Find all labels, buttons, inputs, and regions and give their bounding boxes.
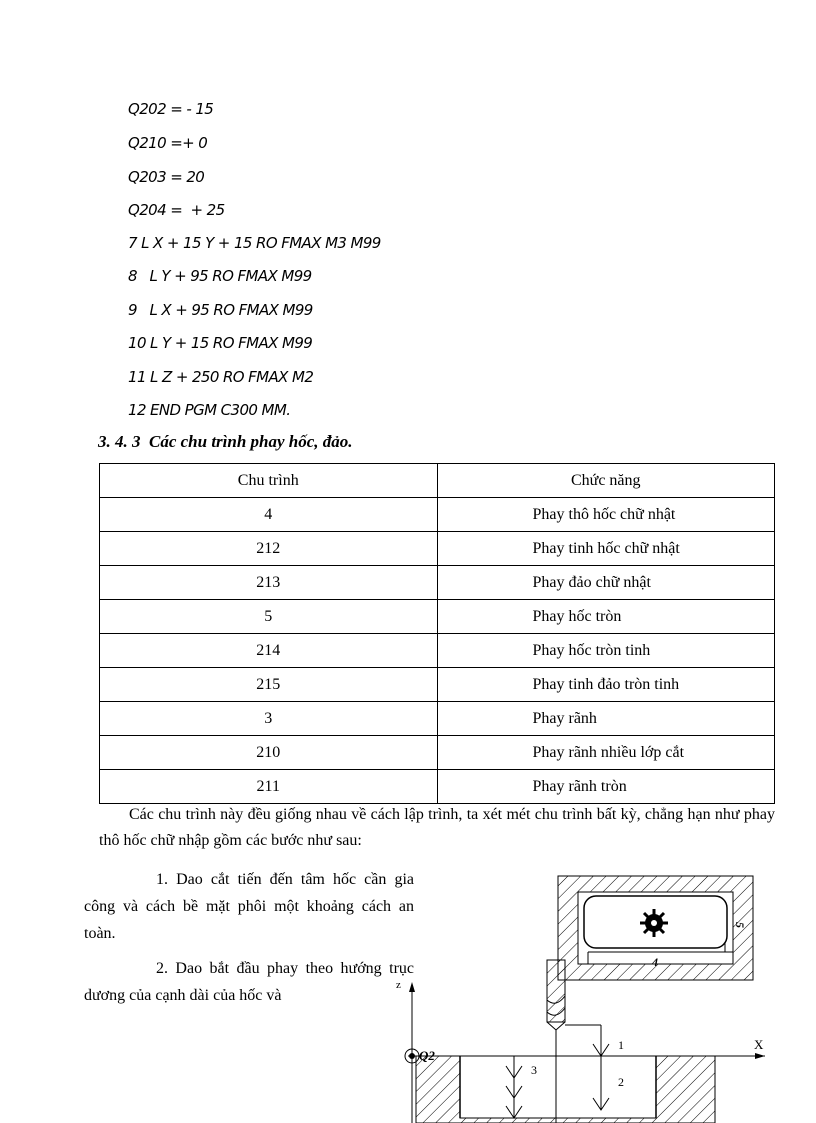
- table-row: [100, 736, 775, 770]
- code-line: 8 L Y + 95 RO FMAX M99: [128, 267, 312, 285]
- cycle-number: 210: [100, 736, 438, 770]
- table-row: [100, 532, 775, 566]
- tool-path: [506, 1025, 609, 1123]
- column-header-function: Chức năng: [437, 464, 775, 498]
- code-line: 7 L X + 15 Y + 15 RO FMAX M3 M99: [128, 234, 381, 252]
- q2-label: Q2: [419, 1048, 435, 1063]
- step-2: 2. Dao bắt đầu phay theo hướng trục dương của cạnh dài của hốc và: [84, 960, 414, 1004]
- code-line: Q202 = - 15: [128, 100, 214, 118]
- intro-paragraph: Các chu trình này đều giống nhau về cách lập trình, ta xét mét chu trình bất kỳ, chẳng hạn như phay thô hốc chữ nhập gồm các bước như sau:: [99, 806, 775, 849]
- cycle-function: Phay hốc tròn tinh: [437, 634, 775, 668]
- cycle-table: [99, 463, 775, 804]
- code-line: Q203 = 20: [128, 168, 205, 186]
- table-row: [100, 702, 775, 736]
- path-label-3: 3: [531, 1063, 537, 1077]
- path-label-1: 1: [618, 1038, 624, 1052]
- table-header-row: [100, 464, 775, 498]
- step-1: 1. Dao cắt tiến đến tâm hốc cần gia công và cách bề mặt phôi một khoảng cách an toàn.: [84, 871, 414, 942]
- cycle-function: Phay rãnh: [437, 702, 775, 736]
- cycle-number: 213: [100, 566, 438, 600]
- cycle-function: Phay rãnh tròn: [437, 770, 775, 804]
- table-row: [100, 668, 775, 702]
- table-row: [100, 498, 775, 532]
- workpiece-section: [416, 1056, 715, 1123]
- table-row: [100, 566, 775, 600]
- code-line: 9 L X + 95 RO FMAX M99: [128, 301, 313, 319]
- cycle-number: 4: [100, 498, 438, 532]
- code-line: 12 END PGM C300 MM.: [128, 401, 291, 419]
- code-line: Q204 = + 25: [128, 201, 225, 219]
- table-row: [100, 600, 775, 634]
- tool-center-icon: [640, 909, 668, 937]
- path-label-5: 5: [733, 922, 747, 928]
- path-label-4: 4: [652, 955, 658, 969]
- z-axis-label: z: [396, 979, 401, 991]
- table-row: [100, 770, 775, 804]
- cycle-function: Phay đảo chữ nhật: [437, 566, 775, 600]
- cycle-function: Phay rãnh nhiều lớp cắt: [437, 736, 775, 770]
- table-row: [100, 634, 775, 668]
- x-axis-label: X: [754, 1037, 764, 1052]
- cycle-function: Phay tinh đảo tròn tinh: [437, 668, 775, 702]
- cycle-function: Phay thô hốc chữ nhật: [437, 498, 775, 532]
- code-line: 10 L Y + 15 RO FMAX M99: [128, 334, 313, 352]
- code-line: 11 L Z + 250 RO FMAX M2: [128, 368, 314, 386]
- column-header-cycle: Chu trình: [100, 464, 438, 498]
- pocket-milling-diagram: [380, 860, 780, 1123]
- cycle-number: 5: [100, 600, 438, 634]
- cycle-number: 215: [100, 668, 438, 702]
- cycle-function: Phay hốc tròn: [437, 600, 775, 634]
- end-mill-icon: [547, 960, 565, 1030]
- cycle-number: 212: [100, 532, 438, 566]
- cycle-number: 214: [100, 634, 438, 668]
- code-line: Q210 =+ 0: [128, 134, 208, 152]
- path-label-2: 2: [618, 1075, 624, 1089]
- z-axis: [409, 982, 415, 1123]
- cycle-number: 211: [100, 770, 438, 804]
- cycle-function: Phay tinh hốc chữ nhật: [437, 532, 775, 566]
- section-heading: 3. 4. 3 Các chu trình phay hốc, đảo.: [98, 432, 353, 451]
- cycle-number: 3: [100, 702, 438, 736]
